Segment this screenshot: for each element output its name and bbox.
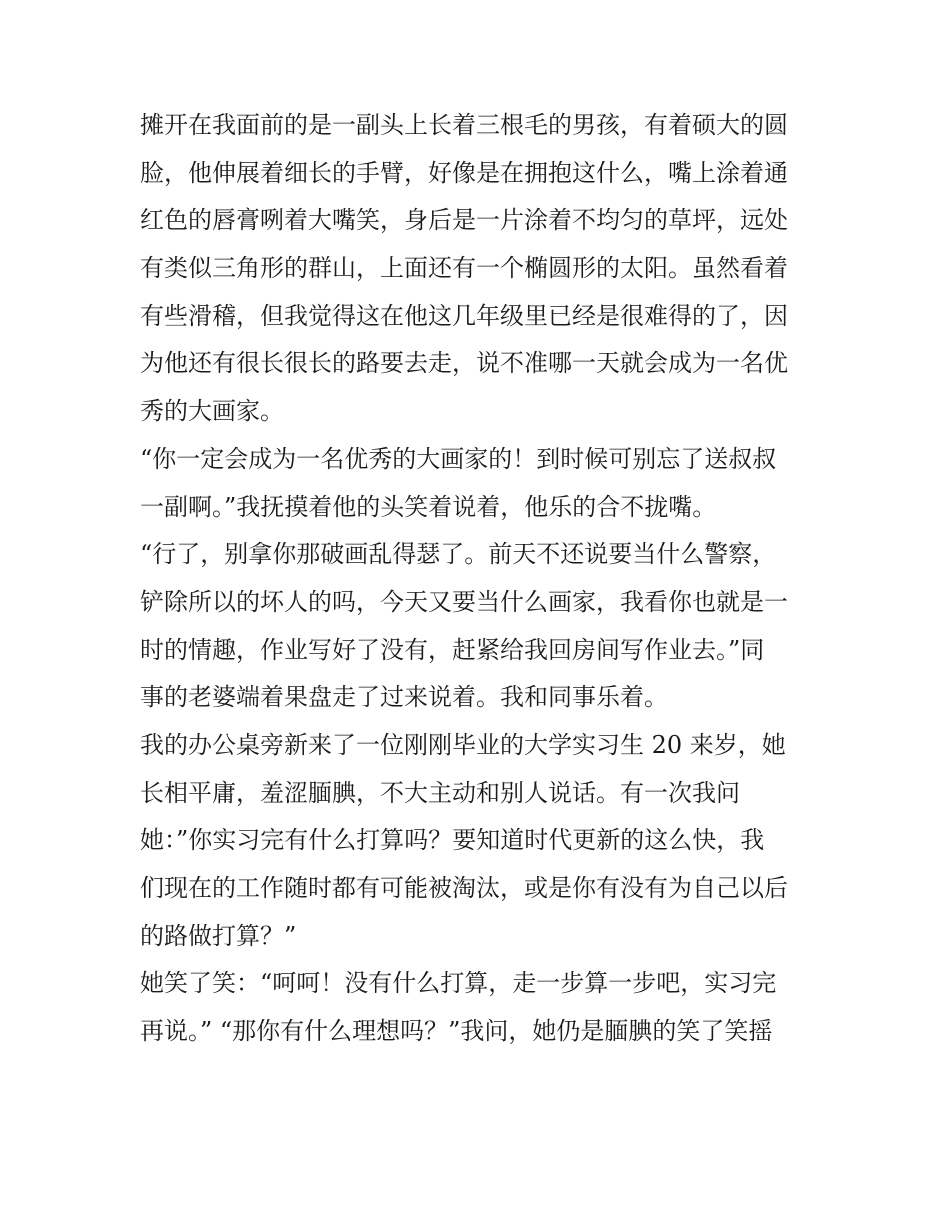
text-line: 她：”你实习完有什么打算吗？要知道时代更新的这么快，我 [140,826,765,855]
text-line: 有类似三角形的群山，上面还有一个椭圆形的太阳。虽然看着 [140,254,788,283]
text-line: 脸，他伸展着细长的手臂，好像是在拥抱这什么，嘴上涂着通 [140,158,788,187]
text-line: 她笑了笑：“呵呵！没有什么打算，走一步算一步吧，实习完 [140,969,777,998]
text-line: 长相平庸，羞涩腼腆，不大主动和别人说话。有一次我问 [140,778,740,807]
text-line: 的路做打算？” [140,921,297,950]
text-line: 事的老婆端着果盘走了过来说着。我和同事乐着。 [140,683,668,712]
text-line: 一副啊。”我抚摸着他的头笑着说着，他乐的合不拢嘴。 [140,492,717,521]
text-line: 再说。” “那你有什么理想吗？”我问，她仍是腼腆的笑了笑摇 [140,1017,773,1046]
text-line: 有些滑稽，但我觉得这在他这几年级里已经是很难得的了，因 [140,301,788,330]
text-line: 红色的唇膏咧着大嘴笑，身后是一片涂着不均匀的草坪，远处 [140,206,788,235]
text-line: 们现在的工作随时都有可能被淘汰，或是你有没有为自己以后 [140,874,788,902]
text-line: 时的情趣，作业写好了没有，赶紧给我回房间写作业去。”同 [140,635,765,664]
text-line: 秀的大画家。 [140,397,284,426]
text-line: 我的办公桌旁新来了一位刚刚毕业的大学实习生 20 来岁，她 [140,730,786,759]
text-line: 为他还有很长很长的路要去走，说不准哪一天就会成为一名优 [140,349,788,378]
text-line: “行了，别拿你那破画乱得瑟了。前天不还说要当什么警察， [140,540,777,569]
text-line: 摊开在我面前的是一副头上长着三根毛的男孩，有着硕大的圆 [140,111,788,139]
text-line: 铲除所以的坏人的吗，今天又要当什么画家，我看你也就是一 [140,587,788,616]
body-text [140,102,830,1056]
text-line: “你一定会成为一名优秀的大画家的！到时候可别忘了送叔叔 [140,444,777,473]
